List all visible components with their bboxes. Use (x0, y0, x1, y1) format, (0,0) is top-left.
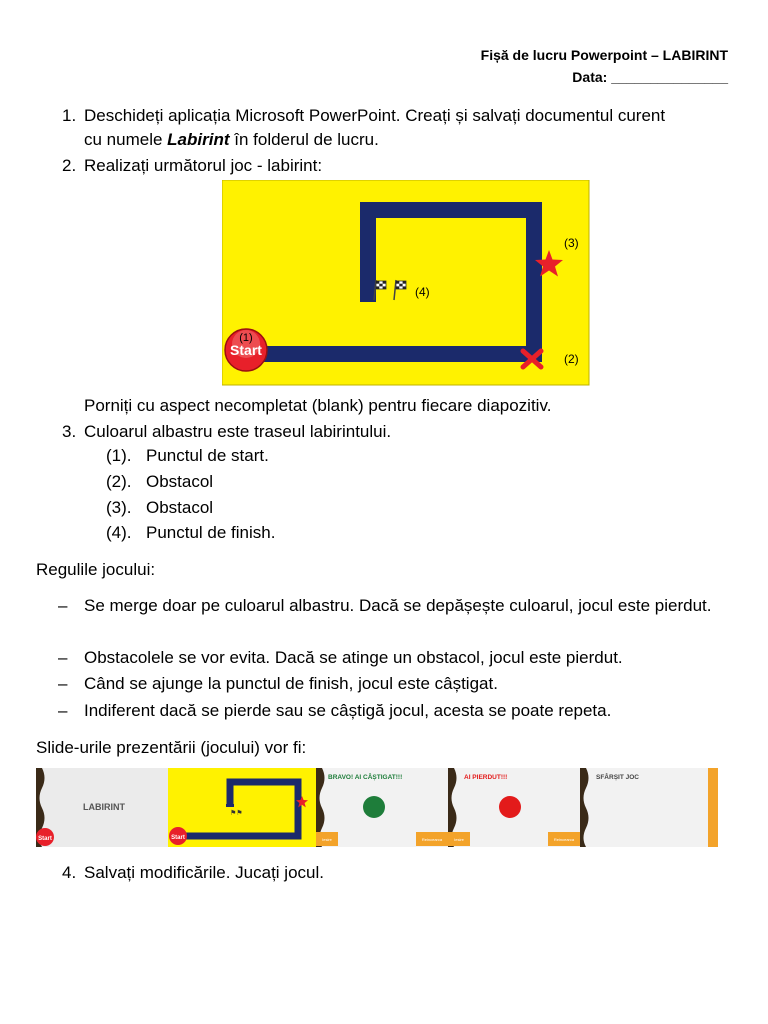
maze-start-text: Start (230, 342, 262, 358)
file-name: Labirint (167, 130, 230, 149)
rule-2: Obstacolele se vor evita. Dacă se atinge un obstacol, jocul este pierdut. (84, 648, 623, 667)
slide-2-flags: ⚑⚑ (230, 810, 243, 817)
maze-image (222, 180, 590, 386)
slide-thumb-4 (448, 768, 580, 847)
slides-title: Slide-urile prezentării (jocului) vor fi: (36, 738, 307, 757)
rule-4: Indiferent dacă se pierde sau se câștigă jocul, acesta se poate repeta. (84, 701, 612, 720)
rule-2-dash: – (58, 648, 68, 667)
slide-2-start: Start (171, 835, 185, 841)
item-1-suffix: în folderul de lucru. (229, 130, 379, 149)
rule-4-dash: – (58, 701, 68, 720)
sub-2-number: (2). (106, 472, 132, 491)
slide-3-exit: Iesire (322, 837, 332, 842)
blank-layout-note: Porniți cu aspect necompletat (blank) pentru fiecare diapozitiv. (84, 396, 552, 415)
slide-3-title: BRAVO! AI CÂȘTIGAT!!! (328, 774, 403, 781)
worksheet-title: Fișă de lucru Powerpoint – LABIRINT (480, 47, 728, 63)
rules-title: Regulile jocului: (36, 560, 156, 579)
item-2-text: Realizați următorul joc - labirint: (84, 156, 323, 175)
label-2: (2) (564, 352, 579, 366)
slide-4-title: AI PIERDUT!!! (464, 774, 508, 781)
slide-3-retry: Reincearca (421, 837, 443, 842)
slide-thumb-3 (316, 768, 448, 847)
slide-thumb-2 (168, 768, 316, 847)
sub-3-number: (3). (106, 498, 132, 517)
label-1: (1) (239, 332, 253, 344)
slide-5-title: SFÂRȘIT JOC (596, 774, 639, 781)
slide-1-title: LABIRINT (83, 802, 125, 812)
rule-3: Când se ajunge la punctul de finish, jocul este câștigat. (84, 674, 498, 693)
slide-4-retry: Reincearca (553, 837, 575, 842)
slide-4-exit: Iesire (454, 837, 464, 842)
item-4-text: Salvați modificările. Jucați jocul. (84, 863, 324, 882)
sub-4-text: Punctul de finish. (146, 523, 276, 542)
rule-1: Se merge doar pe culoarul albastru. Dacă se depășește culoarul, jocul este pierdut. (84, 596, 712, 615)
sub-2-text: Obstacol (146, 472, 214, 491)
sub-1-text: Punctul de start. (146, 446, 269, 465)
slide-1-start: Start (38, 836, 52, 842)
sub-1-number: (1). (106, 446, 132, 465)
slide-thumb-5 (580, 768, 718, 847)
label-3: (3) (564, 236, 579, 250)
item-3-number: 3. (62, 422, 77, 441)
item-3-text: Culoarul albastru este traseul labirintului. (84, 422, 392, 441)
sub-3-text: Obstacol (146, 498, 214, 517)
label-4: (4) (415, 285, 430, 299)
item-1-line2 (84, 128, 379, 152)
item-1-line1: Deschideți aplicația Microsoft PowerPoint. Creați și salvați documentul curent (84, 106, 666, 125)
slide-thumb-1 (36, 768, 168, 847)
item-2-number: 2. (62, 156, 77, 175)
sub-4-number: (4). (106, 523, 132, 542)
rule-1-dash: – (58, 596, 68, 615)
item-1-number: 1. (62, 106, 77, 125)
item-4-number: 4. (62, 863, 77, 882)
worksheet-header (481, 44, 728, 88)
rule-3-dash: – (58, 674, 68, 693)
date-field: Data: _______________ (572, 69, 728, 85)
slides-strip (36, 768, 718, 848)
item-1-prefix: cu numele (84, 130, 168, 149)
